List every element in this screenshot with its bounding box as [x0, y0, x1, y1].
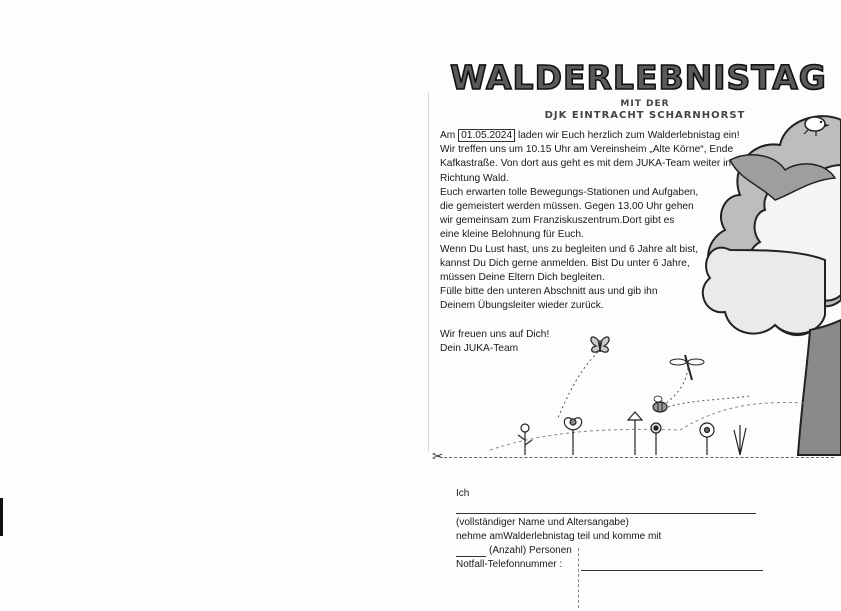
closing-line-1: Wir freuen uns auf Dich!: [440, 328, 550, 340]
body-line-1: Am 01.05.2024 laden wir Euch herzlich zum Walderlebnistag ein!: [440, 130, 740, 141]
body-line-11: müssen Deine Eltern Dich begleiten.: [440, 272, 605, 284]
phone-line[interactable]: [581, 570, 763, 571]
dragonfly-icon: [658, 355, 704, 410]
body-line-2: Wir treffen uns um 10.15 Uhr am Vereinsheim „Alte Körne“, Ende: [440, 144, 734, 156]
persons-count-line[interactable]: [456, 556, 486, 557]
scissors-icon: ✂: [432, 448, 444, 464]
form-persons: (Anzahl) Personen: [489, 545, 572, 556]
invitation-text: [440, 129, 770, 356]
name-line[interactable]: [456, 513, 756, 514]
body-line-5: Euch erwarten tolle Bewegungs-Stationen und Aufgaben,: [440, 186, 699, 198]
bee-icon: [653, 396, 750, 412]
body-line-4: Richtung Wald.: [440, 172, 509, 184]
form-label-ich: Ich: [456, 488, 470, 499]
form-emergency-phone: Notfall-Telefonnummer :: [456, 559, 563, 570]
body-line-6: die gemeistert werden müssen. Gegen 13.00 Uhr gehen: [440, 201, 694, 213]
spacer: [440, 314, 770, 328]
body-line-7: wir gemeinsam zum Franziskuszentrum.Dort gibt es: [440, 215, 675, 227]
phone-divider: [578, 548, 579, 608]
form-participation: nehme amWalderlebnistag teil und komme mit: [456, 531, 662, 542]
body-line-3: Kafkastraße. Von dort aus geht es mit dem JUKA-Team weiter in: [440, 158, 732, 170]
flyer-subtitle-1: MIT DER: [620, 99, 670, 109]
event-date: 01.05.2024: [458, 129, 515, 142]
fold-line: [428, 92, 429, 452]
body-line-8: eine kleine Belohnung für Euch.: [440, 229, 584, 241]
flyer-subtitle-2: DJK EINTRACHT SCHARNHORST: [544, 110, 746, 121]
flyer-title: WALDERLEBNISTAG: [450, 58, 827, 97]
form-name-hint: (vollständiger Name und Altersangabe): [456, 517, 629, 528]
flower-icon: [518, 412, 746, 455]
body-line-12: Fülle bitte den unteren Abschnitt aus und gib ihn: [440, 286, 658, 298]
body-line-9: Wenn Du Lust hast, uns zu begleiten und 6 Jahre alt bist,: [440, 243, 699, 255]
body-line-10: kannst Du Dich gerne anmelden. Bist Du unter 6 Jahre,: [440, 257, 690, 269]
scan-edge-mark: [0, 498, 3, 536]
cut-line: [444, 457, 834, 458]
body-line-13: Deinem Übungsleiter wieder zurück.: [440, 300, 604, 312]
closing-line-2: Dein JUKA-Team: [440, 342, 519, 354]
